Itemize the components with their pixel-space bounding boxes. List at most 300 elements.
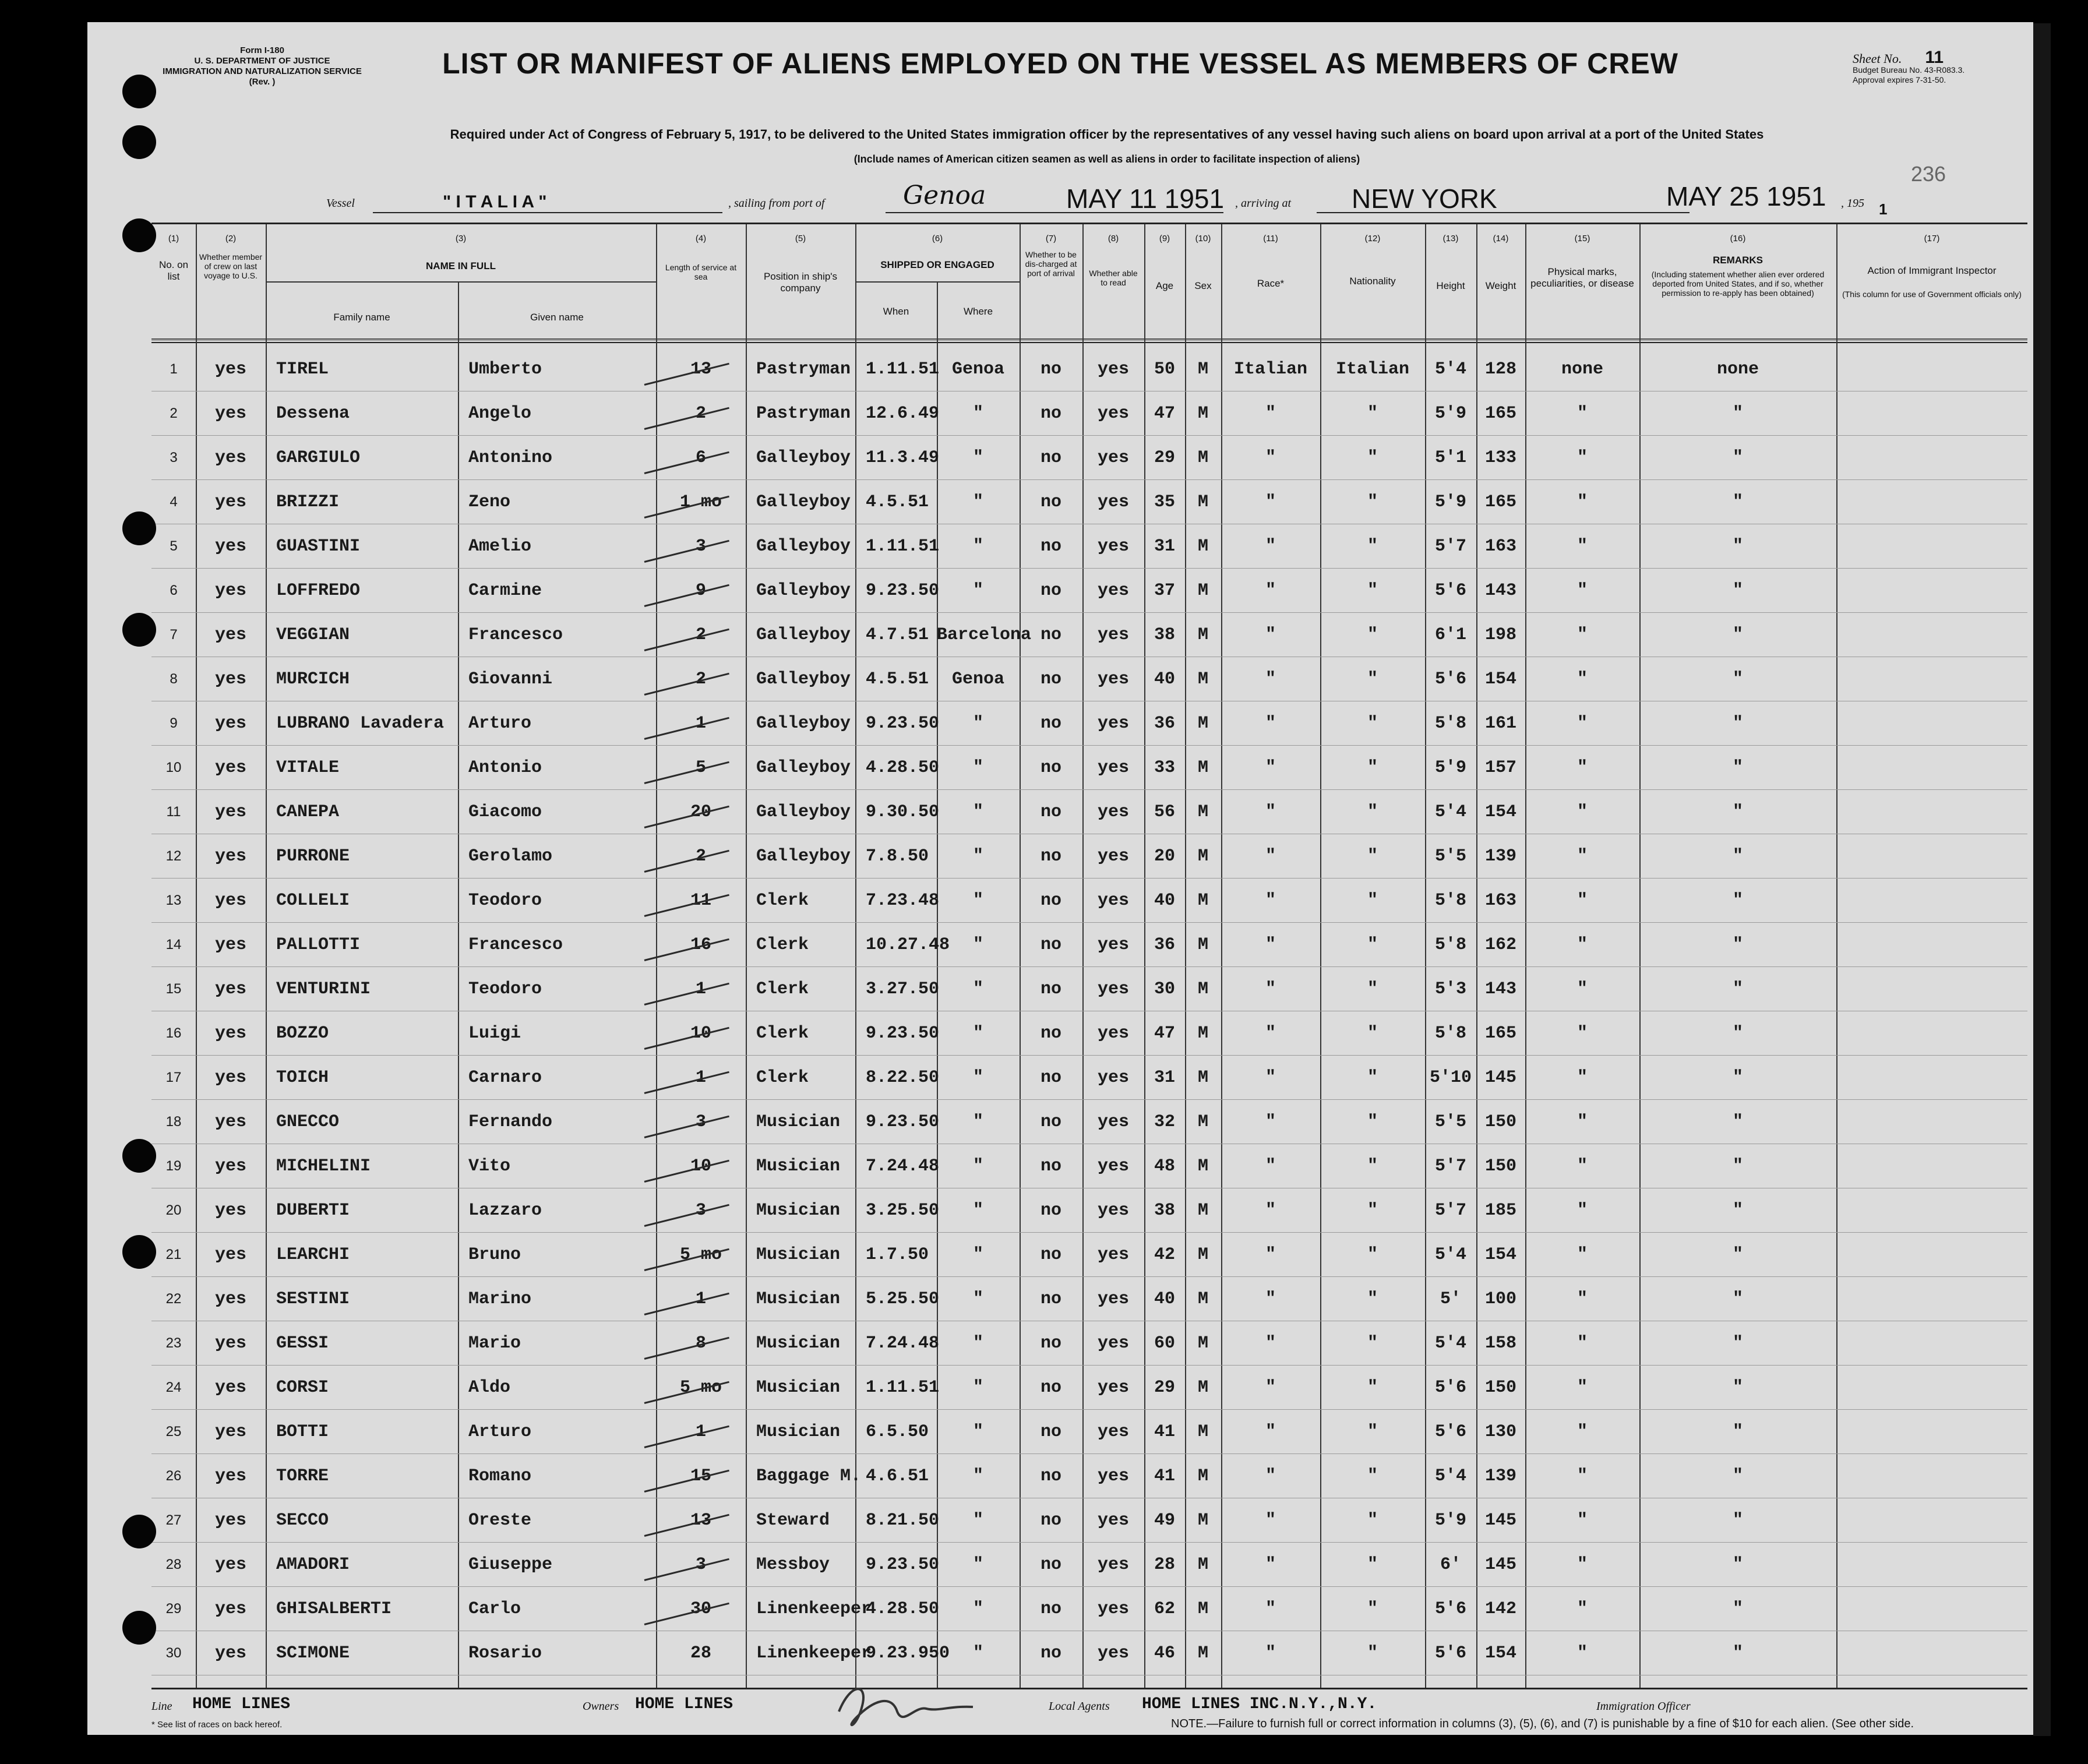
service-length-cell: 6: [695, 448, 706, 468]
physical-marks-cell: ": [1576, 1466, 1588, 1486]
given-name-cell: Mario: [468, 1333, 521, 1353]
shipped-where-cell: ": [972, 935, 983, 955]
given-name-cell: Amelio: [468, 537, 532, 556]
header-sex: Sex: [1194, 280, 1212, 291]
race-cell: ": [1265, 1511, 1276, 1530]
shipped-where-cell: ": [972, 1466, 983, 1486]
age-cell: 29: [1154, 448, 1175, 468]
height-cell: 5'8: [1434, 891, 1466, 911]
position-cell: Musician: [756, 1378, 841, 1398]
shipped-when-cell: 1.7.50: [866, 1245, 929, 1265]
weight-cell: 165: [1484, 1024, 1516, 1043]
service-length-cell: 10: [690, 1156, 711, 1176]
physical-marks-cell: ": [1576, 669, 1588, 689]
service-length-cell: 2: [695, 625, 706, 645]
remarks-cell: ": [1732, 1599, 1743, 1619]
given-name-cell: Bruno: [468, 1245, 521, 1265]
discharged-cell: no: [1040, 1289, 1061, 1309]
given-name-cell: Carnaro: [468, 1068, 542, 1088]
row-number: 20: [165, 1202, 182, 1218]
height-cell: 5'7: [1434, 537, 1466, 556]
page-stamp: 236: [1911, 162, 1946, 186]
prior-voyage-cell: yes: [214, 1024, 246, 1043]
given-name-cell: Zeno: [468, 492, 511, 512]
shipped-where-cell: ": [972, 448, 983, 468]
row-number: 8: [170, 671, 178, 687]
sex-cell: M: [1197, 979, 1208, 999]
shipped-when-cell: 8.21.50: [866, 1511, 940, 1530]
shipped-where-cell: ": [972, 1245, 983, 1265]
able-to-read-cell: yes: [1097, 1024, 1129, 1043]
able-to-read-cell: yes: [1097, 1068, 1129, 1088]
nationality-cell: ": [1367, 1201, 1378, 1220]
physical-marks-cell: ": [1576, 935, 1588, 955]
remarks-cell: ": [1732, 625, 1743, 645]
column-number: (10): [1195, 234, 1211, 244]
row-number: 21: [165, 1247, 182, 1262]
prior-voyage-cell: yes: [214, 714, 246, 733]
height-cell: 5'8: [1434, 935, 1466, 955]
discharged-cell: no: [1040, 1511, 1061, 1530]
discharged-cell: no: [1040, 625, 1061, 645]
prior-voyage-cell: yes: [214, 1466, 246, 1486]
header-length-service: Length of service at sea: [665, 263, 737, 281]
weight-cell: 145: [1484, 1068, 1516, 1088]
sex-cell: M: [1197, 1511, 1208, 1530]
service-length-cell: 9: [695, 581, 706, 601]
able-to-read-cell: yes: [1097, 714, 1129, 733]
given-name-cell: Antonio: [468, 758, 542, 778]
able-to-read-cell: yes: [1097, 581, 1129, 601]
height-cell: 5'5: [1434, 1112, 1466, 1132]
family-name-cell: Dessena: [276, 404, 350, 424]
sex-cell: M: [1197, 1466, 1208, 1486]
shipped-where-cell: Genoa: [951, 669, 1004, 689]
weight-cell: 145: [1484, 1555, 1516, 1575]
column-divider: [266, 224, 267, 1688]
shipped-when-cell: 4.28.50: [866, 1599, 940, 1619]
family-name-cell: TOICH: [276, 1068, 329, 1088]
able-to-read-cell: yes: [1097, 758, 1129, 778]
weight-cell: 165: [1484, 492, 1516, 512]
header-shipped-engaged: SHIPPED OR ENGAGED: [880, 259, 994, 270]
nationality-cell: ": [1367, 404, 1378, 424]
shipped-when-cell: 9.23.950: [866, 1643, 950, 1663]
physical-marks-cell: ": [1576, 802, 1588, 822]
header-when: When: [883, 306, 909, 317]
given-name-cell: Aldo: [468, 1378, 511, 1398]
service-length-cell: 15: [690, 1466, 711, 1486]
weight-cell: 161: [1484, 714, 1516, 733]
nationality-cell: ": [1367, 1289, 1378, 1309]
shipped-when-cell: 9.23.50: [866, 1555, 940, 1575]
service-length-cell: 13: [690, 1511, 711, 1530]
service-length-cell: 3: [695, 1201, 706, 1220]
weight-cell: 130: [1484, 1422, 1516, 1442]
sex-cell: M: [1197, 448, 1208, 468]
shipped-when-cell: 9.23.50: [866, 714, 940, 733]
family-name-cell: VITALE: [276, 758, 340, 778]
discharged-cell: no: [1040, 359, 1061, 379]
row-divider: [151, 922, 2027, 923]
shipped-where-cell: ": [972, 1112, 983, 1132]
race-cell: ": [1265, 1289, 1276, 1309]
position-cell: Galleyboy: [756, 846, 851, 866]
remarks-cell: none: [1716, 359, 1759, 379]
given-name-cell: Arturo: [468, 714, 532, 733]
column-divider: [1836, 224, 1837, 1688]
discharged-cell: no: [1040, 1024, 1061, 1043]
race-cell: ": [1265, 1599, 1276, 1619]
age-cell: 40: [1154, 1289, 1175, 1309]
position-cell: Linenkeeper: [756, 1599, 872, 1619]
position-cell: Clerk: [756, 891, 809, 911]
able-to-read-cell: yes: [1097, 1378, 1129, 1398]
position-cell: Clerk: [756, 979, 809, 999]
race-cell: ": [1265, 581, 1276, 601]
height-cell: 5'8: [1434, 1024, 1466, 1043]
remarks-cell: ": [1732, 669, 1743, 689]
header-name-in-full: NAME IN FULL: [426, 260, 496, 271]
able-to-read-cell: yes: [1097, 1112, 1129, 1132]
position-cell: Galleyboy: [756, 581, 851, 601]
discharged-cell: no: [1040, 935, 1061, 955]
race-cell: ": [1265, 1333, 1276, 1353]
row-number: 9: [170, 715, 178, 731]
nationality-cell: ": [1367, 1378, 1378, 1398]
prior-voyage-cell: yes: [214, 1156, 246, 1176]
service-length-cell: 1: [695, 714, 706, 733]
column-number: (6): [932, 234, 943, 244]
position-cell: Pastryman: [756, 404, 851, 424]
position-cell: Musician: [756, 1422, 841, 1442]
race-cell: Italian: [1233, 359, 1308, 379]
header-remarks: REMARKS: [1713, 255, 1763, 266]
age-cell: 62: [1154, 1599, 1175, 1619]
given-name-cell: Fernando: [468, 1112, 553, 1132]
header-age: Age: [1155, 280, 1174, 291]
shipped-where-cell: ": [972, 581, 983, 601]
service-length-cell: 13: [690, 359, 711, 379]
family-name-cell: GARGIULO: [276, 448, 361, 468]
position-cell: Musician: [756, 1289, 841, 1309]
shipped-where-cell: ": [972, 1024, 983, 1043]
remarks-cell: ": [1732, 758, 1743, 778]
shipped-where-cell: ": [972, 802, 983, 822]
weight-cell: 165: [1484, 404, 1516, 424]
sheet-number-block: [1853, 48, 2027, 85]
service-length-cell: 11: [690, 891, 711, 911]
race-cell: ": [1265, 1245, 1276, 1265]
header-remarks-note: (Including statement whether alien ever ordered deported from United States, and if so, whether permission to re-apply has been obtained): [1651, 270, 1825, 298]
weight-cell: 154: [1484, 1643, 1516, 1663]
able-to-read-cell: yes: [1097, 1245, 1129, 1265]
race-cell: ": [1265, 1555, 1276, 1575]
weight-cell: 145: [1484, 1511, 1516, 1530]
shipped-when-cell: 4.6.51: [866, 1466, 929, 1486]
physical-marks-cell: ": [1576, 1599, 1588, 1619]
weight-cell: 139: [1484, 1466, 1516, 1486]
family-name-cell: SECCO: [276, 1511, 329, 1530]
given-name-cell: Lazzaro: [468, 1201, 542, 1220]
able-to-read-cell: yes: [1097, 1201, 1129, 1220]
column-number: (12): [1364, 234, 1381, 244]
given-name-cell: Carlo: [468, 1599, 521, 1619]
service-length-cell: 30: [690, 1599, 711, 1619]
prior-voyage-cell: yes: [214, 1245, 246, 1265]
family-name-cell: GNECCO: [276, 1112, 340, 1132]
header-discharged: Whether to be dis-charged at port of arrival: [1025, 250, 1077, 278]
physical-marks-cell: ": [1576, 758, 1588, 778]
remarks-cell: ": [1732, 935, 1743, 955]
discharged-cell: no: [1040, 669, 1061, 689]
binder-hole: [122, 1611, 156, 1645]
prior-voyage-cell: yes: [214, 1555, 246, 1575]
race-cell: ": [1265, 1466, 1276, 1486]
row-divider: [151, 1542, 2027, 1543]
sex-cell: M: [1197, 1422, 1208, 1442]
service-length-cell: 2: [695, 669, 706, 689]
shipped-where-cell: ": [972, 1068, 983, 1088]
row-number: 5: [170, 538, 178, 554]
row-number: 18: [165, 1114, 182, 1130]
binder-hole: [122, 511, 156, 545]
nationality-cell: ": [1367, 581, 1378, 601]
header-given-name: Given name: [530, 312, 584, 323]
discharged-cell: no: [1040, 891, 1061, 911]
physical-marks-cell: none: [1561, 359, 1603, 379]
service-length-cell: 3: [695, 537, 706, 556]
physical-marks-cell: ": [1576, 1333, 1588, 1353]
age-cell: 50: [1154, 359, 1175, 379]
family-name-cell: PALLOTTI: [276, 935, 361, 955]
shipped-when-cell: 5.25.50: [866, 1289, 940, 1309]
column-number: (11): [1263, 234, 1278, 244]
nationality-cell: ": [1367, 846, 1378, 866]
nationality-cell: ": [1367, 1466, 1378, 1486]
prior-voyage-cell: yes: [214, 979, 246, 999]
prior-voyage-cell: yes: [214, 1068, 246, 1088]
row-divider: [151, 1409, 2027, 1410]
officer-label: Immigration Officer: [1596, 1700, 1691, 1713]
binder-hole: [122, 613, 156, 647]
column-number: (8): [1108, 234, 1119, 244]
shipped-when-cell: 4.28.50: [866, 758, 940, 778]
row-number: 17: [165, 1070, 182, 1085]
height-cell: 5'6: [1434, 1643, 1466, 1663]
given-name-cell: Rosario: [468, 1643, 542, 1663]
budget-bureau: Budget Bureau No. 43-R083.3.: [1853, 65, 1965, 75]
service-length-cell: 5 mo: [679, 1245, 722, 1265]
physical-marks-cell: ": [1576, 1201, 1588, 1220]
row-number: 7: [170, 627, 178, 643]
row-divider: [151, 568, 2027, 569]
race-cell: ": [1265, 448, 1276, 468]
row-number: 14: [165, 937, 182, 952]
discharged-cell: no: [1040, 1643, 1061, 1663]
penalty-note: NOTE.—Failure to furnish full or correct information in columns (3), (5), (6), and (7) is punishable by a fine of $10 for each alien. (See other side.: [1171, 1717, 1914, 1730]
age-cell: 36: [1154, 935, 1175, 955]
shipped-when-cell: 1.11.51: [866, 1378, 940, 1398]
able-to-read-cell: yes: [1097, 1422, 1129, 1442]
race-cell: ": [1265, 714, 1276, 733]
position-cell: Galleyboy: [756, 669, 851, 689]
shipped-when-cell: 9.23.50: [866, 1112, 940, 1132]
given-name-cell: Giovanni: [468, 669, 553, 689]
row-number: 3: [170, 450, 178, 465]
binder-hole: [122, 125, 156, 159]
prior-voyage-cell: yes: [214, 669, 246, 689]
service-length-cell: 2: [695, 404, 706, 424]
physical-marks-cell: ": [1576, 448, 1588, 468]
physical-marks-cell: ": [1576, 714, 1588, 733]
agents-value: HOME LINES INC.N.Y.,N.Y.: [1142, 1695, 1377, 1713]
prior-voyage-cell: yes: [214, 1112, 246, 1132]
age-cell: 60: [1154, 1333, 1175, 1353]
sex-cell: M: [1197, 891, 1208, 911]
able-to-read-cell: yes: [1097, 625, 1129, 645]
sex-cell: M: [1197, 1068, 1208, 1088]
arrival-port: NEW YORK: [1352, 184, 1497, 214]
position-cell: Galleyboy: [756, 448, 851, 468]
weight-cell: 143: [1484, 581, 1516, 601]
nationality-cell: ": [1367, 1112, 1378, 1132]
row-divider: [151, 966, 2027, 967]
service-length-cell: 1: [695, 1068, 706, 1088]
service-length-cell: 3: [695, 1555, 706, 1575]
sex-cell: M: [1197, 1599, 1208, 1619]
prior-voyage-cell: yes: [214, 1422, 246, 1442]
shipped-when-cell: 7.8.50: [866, 846, 929, 866]
header-able-to-read: Whether able to read: [1089, 269, 1138, 287]
row-divider: [151, 1453, 2027, 1454]
prior-voyage-cell: yes: [214, 1599, 246, 1619]
prior-voyage-cell: yes: [214, 581, 246, 601]
race-cell: ": [1265, 891, 1276, 911]
page-edge: [2033, 23, 2051, 1736]
race-cell: ": [1265, 1201, 1276, 1220]
family-name-cell: LEARCHI: [276, 1245, 350, 1265]
given-name-cell: Arturo: [468, 1422, 532, 1442]
shipped-when-cell: 12.6.49: [866, 404, 940, 424]
age-cell: 56: [1154, 802, 1175, 822]
service-length-cell: 2: [695, 846, 706, 866]
column-number: (13): [1442, 234, 1459, 244]
height-cell: 5'4: [1434, 1333, 1466, 1353]
shipped-when-cell: 6.5.50: [866, 1422, 929, 1442]
nationality-cell: ": [1367, 492, 1378, 512]
row-divider: [151, 1365, 2027, 1366]
prior-voyage-cell: yes: [214, 492, 246, 512]
able-to-read-cell: yes: [1097, 1643, 1129, 1663]
family-name-cell: VEGGIAN: [276, 625, 350, 645]
sheet-label: Sheet No.: [1853, 51, 1902, 66]
family-name-cell: TIREL: [276, 359, 329, 379]
position-cell: Clerk: [756, 1024, 809, 1043]
height-cell: 5'6: [1434, 669, 1466, 689]
row-number: 10: [165, 760, 182, 775]
family-name-cell: LUBRANO Lavadera: [276, 714, 445, 733]
family-name-cell: BOTTI: [276, 1422, 329, 1442]
shipped-when-cell: 9.23.50: [866, 581, 940, 601]
race-cell: ": [1265, 935, 1276, 955]
row-number: 22: [165, 1291, 182, 1307]
row-number: 28: [165, 1557, 182, 1572]
header-position: Position in ship's company: [763, 271, 838, 294]
physical-marks-cell: ": [1576, 1024, 1588, 1043]
row-number: 26: [165, 1468, 182, 1484]
row-number: 11: [166, 804, 181, 820]
arrival-date: MAY 25 1951: [1666, 181, 1826, 211]
sex-cell: M: [1197, 1333, 1208, 1353]
physical-marks-cell: ": [1576, 1643, 1588, 1663]
row-number: 16: [165, 1025, 182, 1041]
height-cell: 5'7: [1434, 1156, 1466, 1176]
sex-cell: M: [1197, 846, 1208, 866]
physical-marks-cell: ": [1576, 492, 1588, 512]
family-name-cell: TORRE: [276, 1466, 329, 1486]
given-name-cell: Umberto: [468, 359, 542, 379]
nationality-cell: ": [1367, 758, 1378, 778]
race-cell: ": [1265, 669, 1276, 689]
weight-cell: 162: [1484, 935, 1516, 955]
manifest-sheet: [87, 22, 2033, 1735]
binder-hole: [122, 75, 156, 108]
shipped-where-cell: ": [972, 404, 983, 424]
shipped-where-cell: ": [972, 846, 983, 866]
age-cell: 36: [1154, 714, 1175, 733]
sex-cell: M: [1197, 1378, 1208, 1398]
shipped-when-cell: 4.7.51: [866, 625, 929, 645]
family-name-cell: COLLELI: [276, 891, 350, 911]
discharged-cell: no: [1040, 802, 1061, 822]
nationality-cell: ": [1367, 891, 1378, 911]
able-to-read-cell: yes: [1097, 1466, 1129, 1486]
weight-cell: 154: [1484, 1245, 1516, 1265]
remarks-cell: ": [1732, 1555, 1743, 1575]
age-cell: 31: [1154, 537, 1175, 556]
column-number: (9): [1159, 234, 1170, 244]
column-divider: [746, 224, 747, 1688]
nationality-cell: ": [1367, 1068, 1378, 1088]
row-divider: [151, 479, 2027, 480]
given-name-cell: Giuseppe: [468, 1555, 553, 1575]
weight-cell: 158: [1484, 1333, 1516, 1353]
weight-cell: 198: [1484, 625, 1516, 645]
arriving-label: , arriving at: [1235, 197, 1292, 210]
family-name-cell: MICHELINI: [276, 1156, 371, 1176]
remarks-cell: ": [1732, 448, 1743, 468]
age-cell: 41: [1154, 1466, 1175, 1486]
race-cell: ": [1265, 846, 1276, 866]
nationality-cell: ": [1367, 1245, 1378, 1265]
shipped-when-cell: 9.23.50: [866, 1024, 940, 1043]
nationality-cell: ": [1367, 1643, 1378, 1663]
position-cell: Galleyboy: [756, 714, 851, 733]
height-cell: 5'9: [1434, 492, 1466, 512]
header-family-name: Family name: [333, 312, 390, 323]
family-name-cell: AMADORI: [276, 1555, 350, 1575]
race-cell: ": [1265, 1024, 1276, 1043]
remarks-cell: ": [1732, 581, 1743, 601]
height-cell: 5'7: [1434, 1201, 1466, 1220]
prior-voyage-cell: yes: [214, 758, 246, 778]
shipped-when-cell: 8.22.50: [866, 1068, 940, 1088]
weight-cell: 142: [1484, 1599, 1516, 1619]
physical-marks-cell: ": [1576, 581, 1588, 601]
discharged-cell: no: [1040, 714, 1061, 733]
able-to-read-cell: yes: [1097, 359, 1129, 379]
